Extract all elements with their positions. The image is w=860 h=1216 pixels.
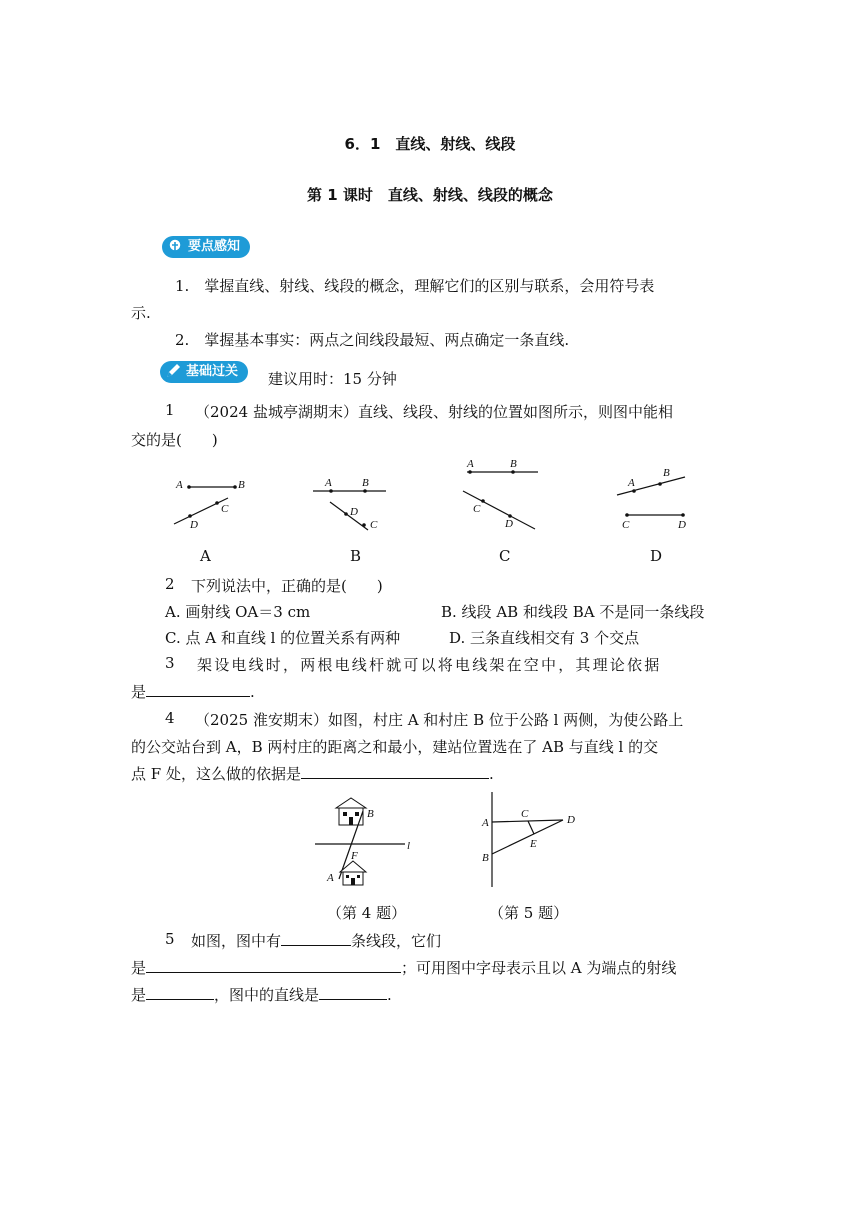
q4-line3 xyxy=(131,763,494,784)
q5-segments-blank[interactable] xyxy=(146,958,401,973)
q5-line2-prefix: 是 xyxy=(131,959,147,977)
basic-practice-label: 基础过关 xyxy=(186,364,239,379)
q2-option-c: C. 点 A 和直线 l 的位置关系有两种 xyxy=(165,629,401,647)
svg-text:A: A xyxy=(325,477,332,489)
q1-line2: 交的是( ) xyxy=(131,431,218,449)
village-b-house-icon xyxy=(336,798,366,825)
q5-line2-mid: ；可用图中字母表示且以 A 为端点的射线 xyxy=(401,959,677,977)
svg-text:A: A xyxy=(327,872,334,884)
q2-option-d: D. 三条直线相交有 3 个交点 xyxy=(449,629,640,647)
svg-text:C: C xyxy=(370,519,378,531)
q1-figure-c xyxy=(455,455,565,535)
svg-text:B: B xyxy=(362,477,369,489)
svg-text:C: C xyxy=(221,503,229,515)
q4-line2: 的公交站台到 A，B 两村庄的距离之和最小，建站位置选在了 AB 与直线 l 的交 xyxy=(131,738,659,756)
svg-text:l: l xyxy=(407,840,411,852)
svg-text:C: C xyxy=(521,808,529,820)
q4-line3-suffix: . xyxy=(488,765,494,783)
q3-line1: 架设电线时，两根电线杆就可以将电线架在空中，其理论依据 xyxy=(197,656,662,674)
q2-stem: 下列说法中，正确的是( ) xyxy=(191,577,383,595)
q4-answer-blank[interactable] xyxy=(301,764,489,779)
q5-lines-blank[interactable] xyxy=(319,985,387,1000)
svg-text:D: D xyxy=(678,519,686,531)
q4-figure xyxy=(305,795,425,890)
svg-text:D: D xyxy=(505,518,513,530)
q1-option-b: B xyxy=(350,547,362,565)
q3-line2-prefix: 是 xyxy=(131,683,147,701)
q5-line1-suffix: 条线段，它们 xyxy=(351,932,442,950)
section-title: 6．1 直线、射线、线段 xyxy=(344,135,516,153)
q5-rays-blank[interactable] xyxy=(146,985,214,1000)
q4-line3-prefix: 点 F 处，这么做的依据是 xyxy=(131,765,301,783)
svg-text:C: C xyxy=(622,519,630,531)
pencil-icon xyxy=(164,362,182,380)
svg-text:C: C xyxy=(473,503,481,515)
svg-text:F: F xyxy=(351,850,358,862)
svg-text:D: D xyxy=(190,519,198,531)
key-points-label: 要点感知 xyxy=(188,239,241,254)
q3-answer-blank[interactable] xyxy=(146,682,250,697)
q1-figure-b xyxy=(308,460,418,535)
q3-line2-suffix: . xyxy=(250,683,255,701)
q1-figure-a xyxy=(160,460,270,535)
q4-line1: （2025 淮安期末）如图，村庄 A 和村庄 B 位于公路 l 两侧，为使公路上 xyxy=(195,711,684,729)
q5-line3-prefix: 是 xyxy=(131,986,147,1004)
svg-text:D: D xyxy=(350,506,358,518)
svg-text:B: B xyxy=(238,479,245,491)
basic-practice-badge xyxy=(160,361,248,383)
q5-figure-caption: （第 5 题） xyxy=(489,904,569,922)
q2-number: 2 xyxy=(165,575,175,593)
q1-line1: （2024 盐城亭湖期末）直线、线段、射线的位置如图所示，则图中能相 xyxy=(195,403,673,421)
q5-line3 xyxy=(131,984,392,1005)
time-hint: 建议用时：15 分钟 xyxy=(268,370,397,388)
q1-figure-d xyxy=(605,460,715,535)
q1-option-d: D xyxy=(650,547,663,565)
q5-number: 5 xyxy=(165,930,175,948)
q5-line3-mid: ，图中的直线是 xyxy=(214,986,320,1004)
lesson-title: 第 1 课时 直线、射线、线段的概念 xyxy=(307,186,553,204)
pushpin-icon xyxy=(166,237,184,255)
q5-figure xyxy=(475,790,585,890)
svg-text:B: B xyxy=(510,458,517,470)
point-2-line1: 2. 掌握基本事实：两点之间线段最短、两点确定一条直线. xyxy=(175,331,570,349)
q5-line3-suffix: . xyxy=(387,986,392,1004)
q5-count-blank[interactable] xyxy=(281,931,351,946)
svg-text:B: B xyxy=(663,467,670,479)
key-points-badge xyxy=(162,236,250,258)
q1-number: 1 xyxy=(165,401,175,419)
q5-line2 xyxy=(131,957,676,978)
svg-text:A: A xyxy=(482,817,489,829)
q1-option-a: A xyxy=(200,547,211,565)
svg-text:E: E xyxy=(530,838,537,850)
q5-line1-prefix: 如图，图中有 xyxy=(191,932,282,950)
q5-line1 xyxy=(191,930,441,951)
q3-number: 3 xyxy=(165,654,175,672)
point-1-line2: 示. xyxy=(131,304,151,322)
svg-text:D: D xyxy=(567,814,575,826)
point-1-line1: 1. 掌握直线、射线、线段的概念，理解它们的区别与联系，会用符号表 xyxy=(175,277,655,295)
q2-option-a: A. 画射线 OA＝3 cm xyxy=(165,603,311,621)
svg-text:A: A xyxy=(176,479,183,491)
svg-text:A: A xyxy=(628,477,635,489)
svg-text:B: B xyxy=(367,808,374,820)
q3-line2 xyxy=(131,681,255,702)
q1-option-c: C xyxy=(499,547,511,565)
svg-text:A: A xyxy=(467,458,474,470)
q4-figure-caption: （第 4 题） xyxy=(327,904,407,922)
q4-number: 4 xyxy=(165,709,175,727)
q2-option-b: B. 线段 AB 和线段 BA 不是同一条线段 xyxy=(441,603,705,621)
svg-text:B: B xyxy=(482,852,489,864)
